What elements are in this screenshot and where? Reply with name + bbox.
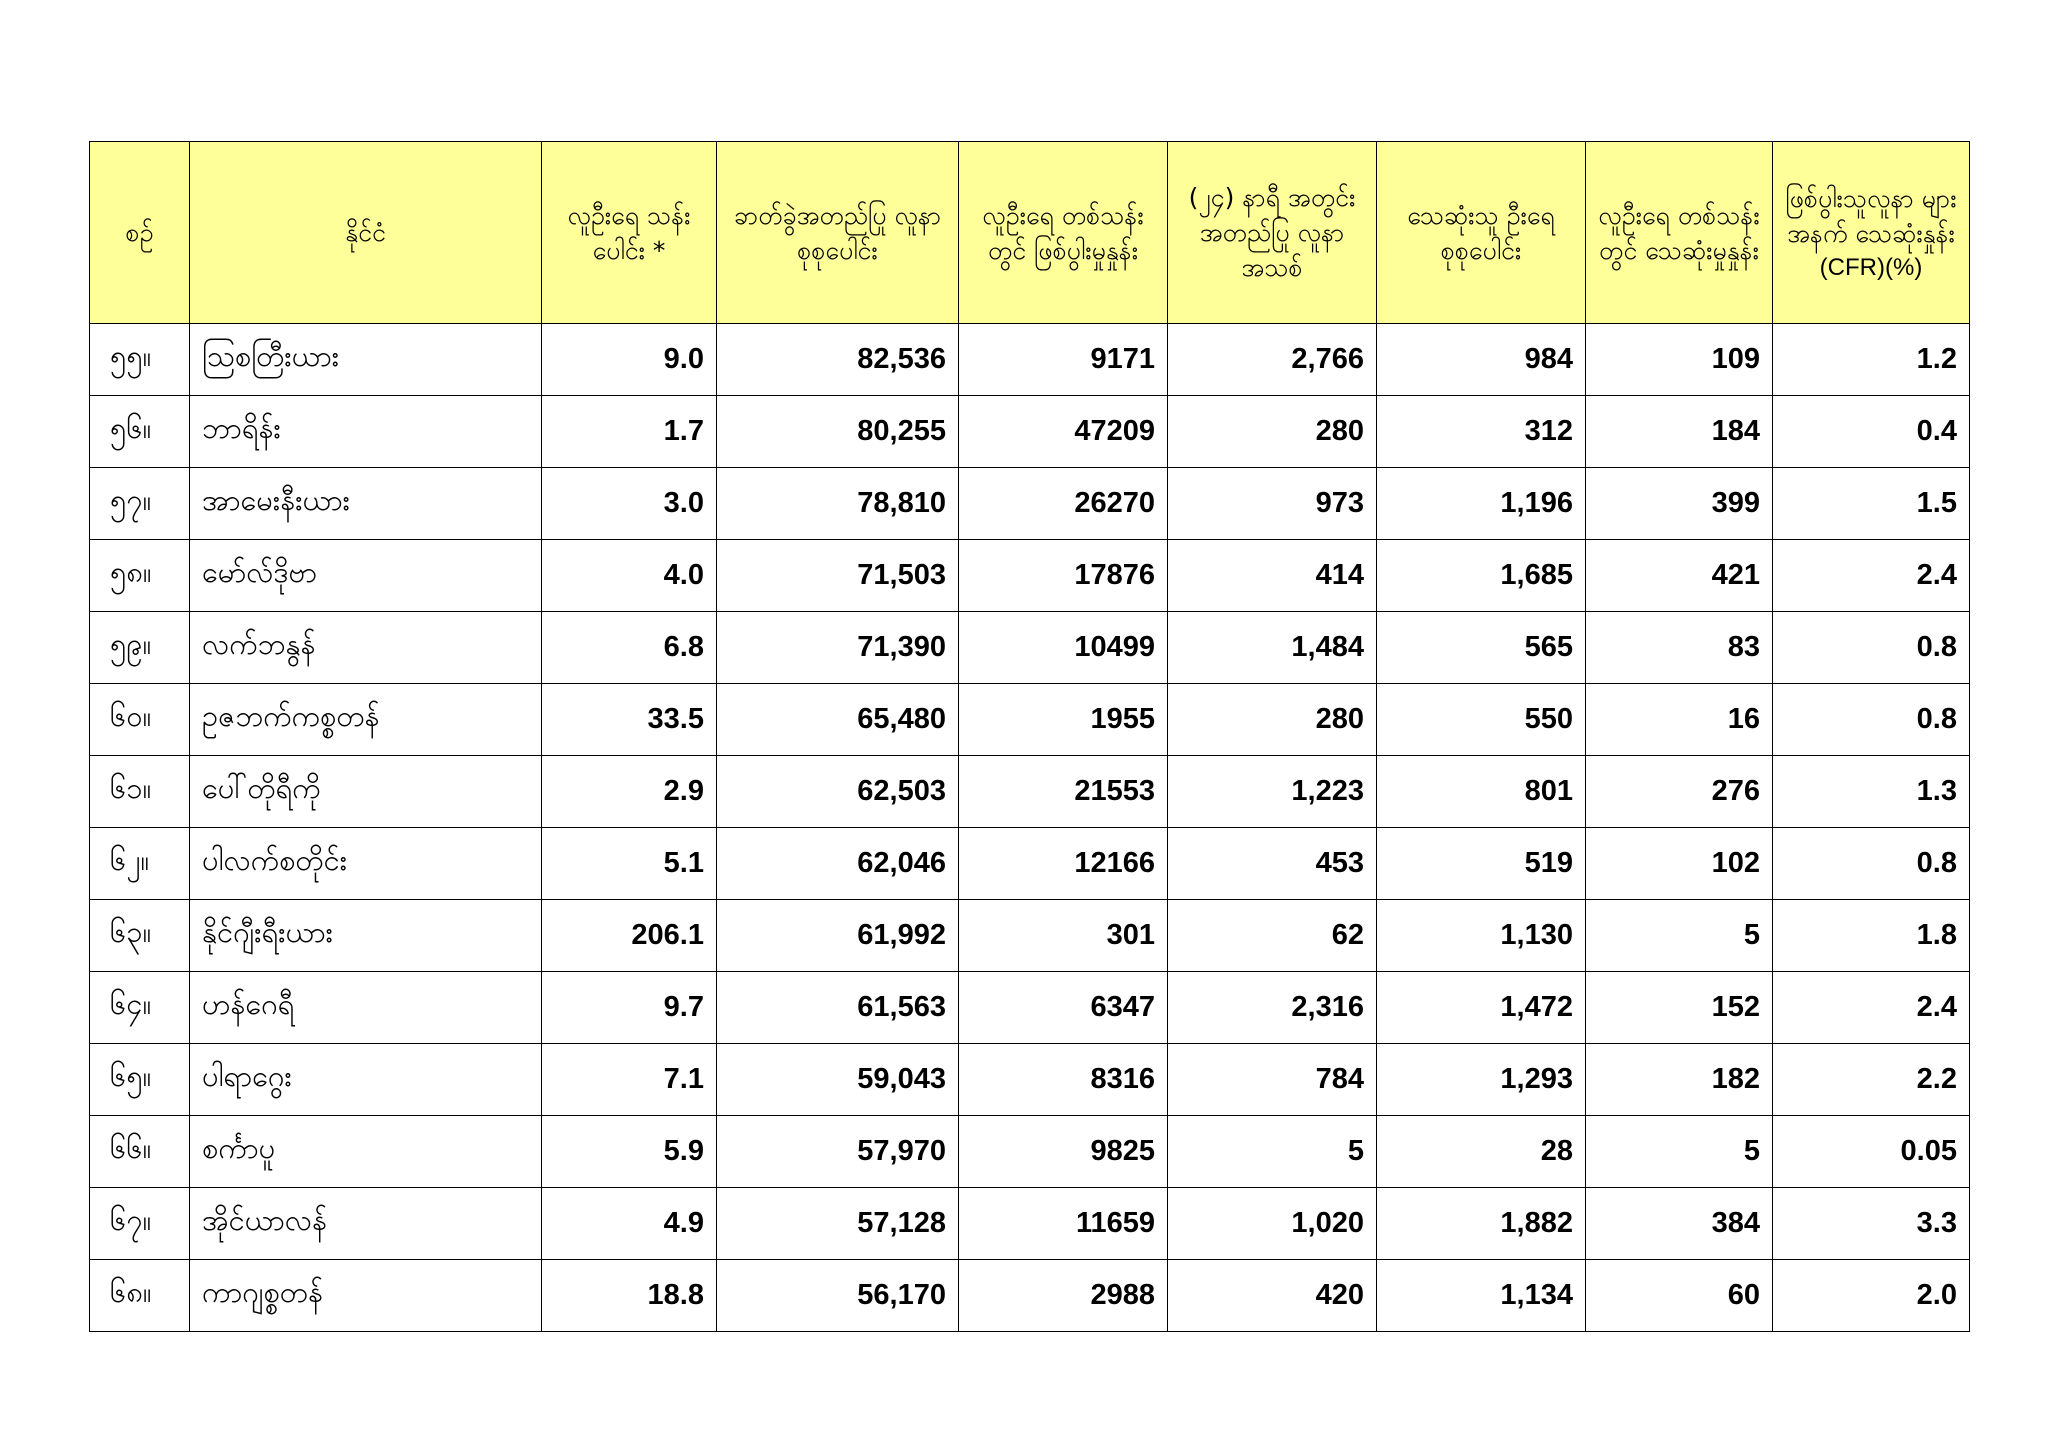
cfr-cell: 2.4 bbox=[1773, 540, 1970, 612]
country-name: အာမေးနီးယား bbox=[190, 468, 542, 540]
new-cases-cell: 1,484 bbox=[1168, 612, 1377, 684]
deaths-per-million-cell: 16 bbox=[1586, 684, 1773, 756]
deaths-per-million-cell: 399 bbox=[1586, 468, 1773, 540]
population-cell: 3.0 bbox=[542, 468, 717, 540]
confirmed-cell: 61,563 bbox=[717, 972, 959, 1044]
table-row bbox=[90, 900, 1970, 972]
rate-per-million-cell: 6347 bbox=[959, 972, 1168, 1044]
cfr-cell: 2.2 bbox=[1773, 1044, 1970, 1116]
deaths-per-million-cell: 276 bbox=[1586, 756, 1773, 828]
deaths-cell: 519 bbox=[1377, 828, 1586, 900]
country-name: စင်္ကာပူ bbox=[190, 1116, 542, 1188]
table-row bbox=[90, 1116, 1970, 1188]
table-row bbox=[90, 468, 1970, 540]
row-number: ၅၉။ bbox=[90, 612, 190, 684]
header-cfr bbox=[1773, 142, 1970, 324]
deaths-cell: 801 bbox=[1377, 756, 1586, 828]
deaths-per-million-cell: 421 bbox=[1586, 540, 1773, 612]
cfr-cell: 0.8 bbox=[1773, 612, 1970, 684]
confirmed-cell: 80,255 bbox=[717, 396, 959, 468]
country-name: မော်လ်ဒိုဗာ bbox=[190, 540, 542, 612]
deaths-per-million-cell: 384 bbox=[1586, 1188, 1773, 1260]
deaths-cell: 1,293 bbox=[1377, 1044, 1586, 1116]
confirmed-cell: 57,128 bbox=[717, 1188, 959, 1260]
new-cases-cell: 1,223 bbox=[1168, 756, 1377, 828]
confirmed-cell: 71,503 bbox=[717, 540, 959, 612]
row-number: ၆၇။ bbox=[90, 1188, 190, 1260]
header-deaths-per-million: လူဦးရေ တစ်သန်းတွင် သေဆုံးမှုနှုန်း bbox=[1586, 142, 1773, 324]
table-row bbox=[90, 1044, 1970, 1116]
rate-per-million-cell: 11659 bbox=[959, 1188, 1168, 1260]
row-number: ၆၃။ bbox=[90, 900, 190, 972]
new-cases-cell: 2,316 bbox=[1168, 972, 1377, 1044]
deaths-cell: 1,130 bbox=[1377, 900, 1586, 972]
table-row bbox=[90, 540, 1970, 612]
cfr-cell: 0.8 bbox=[1773, 684, 1970, 756]
country-name: ဘာရိန်း bbox=[190, 396, 542, 468]
deaths-per-million-cell: 83 bbox=[1586, 612, 1773, 684]
population-cell: 2.9 bbox=[542, 756, 717, 828]
confirmed-cell: 82,536 bbox=[717, 324, 959, 396]
population-cell: 4.0 bbox=[542, 540, 717, 612]
header-population: လူဦးရေ သန်းပေါင်း * bbox=[542, 142, 717, 324]
population-cell: 5.1 bbox=[542, 828, 717, 900]
cfr-cell: 2.4 bbox=[1773, 972, 1970, 1044]
row-number: ၆၀။ bbox=[90, 684, 190, 756]
population-cell: 6.8 bbox=[542, 612, 717, 684]
row-number: ၆၄။ bbox=[90, 972, 190, 1044]
table-row bbox=[90, 324, 1970, 396]
table-row bbox=[90, 1188, 1970, 1260]
deaths-cell: 1,196 bbox=[1377, 468, 1586, 540]
cfr-cell: 0.8 bbox=[1773, 828, 1970, 900]
deaths-per-million-cell: 5 bbox=[1586, 1116, 1773, 1188]
table-row bbox=[90, 1260, 1970, 1332]
table-body bbox=[90, 324, 1970, 1332]
rate-per-million-cell: 10499 bbox=[959, 612, 1168, 684]
table-row bbox=[90, 684, 1970, 756]
row-number: ၆၈။ bbox=[90, 1260, 190, 1332]
cfr-cell: 2.0 bbox=[1773, 1260, 1970, 1332]
table-row bbox=[90, 756, 1970, 828]
population-cell: 9.7 bbox=[542, 972, 717, 1044]
new-cases-cell: 5 bbox=[1168, 1116, 1377, 1188]
row-number: ၆၅။ bbox=[90, 1044, 190, 1116]
country-name: အိုင်ယာလန် bbox=[190, 1188, 542, 1260]
cfr-cell: 1.3 bbox=[1773, 756, 1970, 828]
confirmed-cell: 61,992 bbox=[717, 900, 959, 972]
deaths-cell: 565 bbox=[1377, 612, 1586, 684]
header-row bbox=[90, 142, 1970, 324]
cfr-cell: 1.8 bbox=[1773, 900, 1970, 972]
new-cases-cell: 1,020 bbox=[1168, 1188, 1377, 1260]
population-cell: 4.9 bbox=[542, 1188, 717, 1260]
deaths-cell: 1,472 bbox=[1377, 972, 1586, 1044]
data-table bbox=[89, 141, 1970, 1332]
rate-per-million-cell: 17876 bbox=[959, 540, 1168, 612]
table-row bbox=[90, 828, 1970, 900]
deaths-per-million-cell: 152 bbox=[1586, 972, 1773, 1044]
row-number: ၅၅။ bbox=[90, 324, 190, 396]
new-cases-cell: 973 bbox=[1168, 468, 1377, 540]
table-row bbox=[90, 612, 1970, 684]
rate-per-million-cell: 9171 bbox=[959, 324, 1168, 396]
row-number: ၅၈။ bbox=[90, 540, 190, 612]
population-cell: 7.1 bbox=[542, 1044, 717, 1116]
new-cases-cell: 280 bbox=[1168, 684, 1377, 756]
country-name: သြစတြီးယား bbox=[190, 324, 542, 396]
deaths-cell: 1,882 bbox=[1377, 1188, 1586, 1260]
country-name: လက်ဘနွန် bbox=[190, 612, 542, 684]
country-name: ပါလက်စတိုင်း bbox=[190, 828, 542, 900]
new-cases-cell: 62 bbox=[1168, 900, 1377, 972]
header-new-24h: (၂၄) နာရီ အတွင်း အတည်ပြု လူနာအသစ် bbox=[1168, 142, 1377, 324]
header-rate-per-million: လူဦးရေ တစ်သန်းတွင် ဖြစ်ပွါးမှုနှုန်း bbox=[959, 142, 1168, 324]
population-cell: 18.8 bbox=[542, 1260, 717, 1332]
new-cases-cell: 280 bbox=[1168, 396, 1377, 468]
confirmed-cell: 78,810 bbox=[717, 468, 959, 540]
deaths-per-million-cell: 102 bbox=[1586, 828, 1773, 900]
header-confirmed-total: ခာတ်ခွဲအတည်ပြု လူနာ စုစုပေါင်း bbox=[717, 142, 959, 324]
deaths-cell: 312 bbox=[1377, 396, 1586, 468]
row-number: ၆၁။ bbox=[90, 756, 190, 828]
rate-per-million-cell: 9825 bbox=[959, 1116, 1168, 1188]
confirmed-cell: 56,170 bbox=[717, 1260, 959, 1332]
cfr-cell: 0.4 bbox=[1773, 396, 1970, 468]
new-cases-cell: 784 bbox=[1168, 1044, 1377, 1116]
population-cell: 9.0 bbox=[542, 324, 717, 396]
deaths-per-million-cell: 182 bbox=[1586, 1044, 1773, 1116]
header-deaths-total: သေဆုံးသူ ဦးရေ စုစုပေါင်း bbox=[1377, 142, 1586, 324]
confirmed-cell: 65,480 bbox=[717, 684, 959, 756]
header-country: နိုင်ငံ bbox=[190, 142, 542, 324]
country-name: ဥဇဘက်ကစ္စတန် bbox=[190, 684, 542, 756]
population-cell: 33.5 bbox=[542, 684, 717, 756]
table-row bbox=[90, 396, 1970, 468]
rate-per-million-cell: 47209 bbox=[959, 396, 1168, 468]
row-number: ၆၆။ bbox=[90, 1116, 190, 1188]
cfr-cell: 1.5 bbox=[1773, 468, 1970, 540]
new-cases-cell: 453 bbox=[1168, 828, 1377, 900]
table-row bbox=[90, 972, 1970, 1044]
rate-per-million-cell: 8316 bbox=[959, 1044, 1168, 1116]
cfr-cell: 3.3 bbox=[1773, 1188, 1970, 1260]
rate-per-million-cell: 26270 bbox=[959, 468, 1168, 540]
country-name: ပေါ်တိုရီကို bbox=[190, 756, 542, 828]
cfr-cell: 0.05 bbox=[1773, 1116, 1970, 1188]
row-number: ၅၇။ bbox=[90, 468, 190, 540]
deaths-cell: 28 bbox=[1377, 1116, 1586, 1188]
population-cell: 206.1 bbox=[542, 900, 717, 972]
header-no: စဉ် bbox=[90, 142, 190, 324]
new-cases-cell: 2,766 bbox=[1168, 324, 1377, 396]
deaths-cell: 550 bbox=[1377, 684, 1586, 756]
country-name: ကာဂျစ္စတန် bbox=[190, 1260, 542, 1332]
confirmed-cell: 62,046 bbox=[717, 828, 959, 900]
deaths-per-million-cell: 60 bbox=[1586, 1260, 1773, 1332]
country-name: နိုင်ဂျီးရီးယား bbox=[190, 900, 542, 972]
confirmed-cell: 57,970 bbox=[717, 1116, 959, 1188]
country-name: ဟန်ဂေရီ bbox=[190, 972, 542, 1044]
row-number: ၆၂။ bbox=[90, 828, 190, 900]
rate-per-million-cell: 12166 bbox=[959, 828, 1168, 900]
confirmed-cell: 59,043 bbox=[717, 1044, 959, 1116]
deaths-per-million-cell: 184 bbox=[1586, 396, 1773, 468]
population-cell: 5.9 bbox=[542, 1116, 717, 1188]
header-cfr-label: ဖြစ်ပွါးသူလူနာ များအနက် သေဆုံးနှုန်း bbox=[1785, 183, 1957, 248]
country-name: ပါရာဂွေး bbox=[190, 1044, 542, 1116]
deaths-per-million-cell: 109 bbox=[1586, 324, 1773, 396]
deaths-per-million-cell: 5 bbox=[1586, 900, 1773, 972]
rate-per-million-cell: 2988 bbox=[959, 1260, 1168, 1332]
rate-per-million-cell: 301 bbox=[959, 900, 1168, 972]
confirmed-cell: 71,390 bbox=[717, 612, 959, 684]
cfr-cell: 1.2 bbox=[1773, 324, 1970, 396]
population-cell: 1.7 bbox=[542, 396, 717, 468]
deaths-cell: 1,685 bbox=[1377, 540, 1586, 612]
header-cfr-sub: (CFR)(%) bbox=[1819, 253, 1923, 281]
rate-per-million-cell: 21553 bbox=[959, 756, 1168, 828]
row-number: ၅၆။ bbox=[90, 396, 190, 468]
new-cases-cell: 420 bbox=[1168, 1260, 1377, 1332]
deaths-cell: 984 bbox=[1377, 324, 1586, 396]
confirmed-cell: 62,503 bbox=[717, 756, 959, 828]
rate-per-million-cell: 1955 bbox=[959, 684, 1168, 756]
deaths-cell: 1,134 bbox=[1377, 1260, 1586, 1332]
new-cases-cell: 414 bbox=[1168, 540, 1377, 612]
